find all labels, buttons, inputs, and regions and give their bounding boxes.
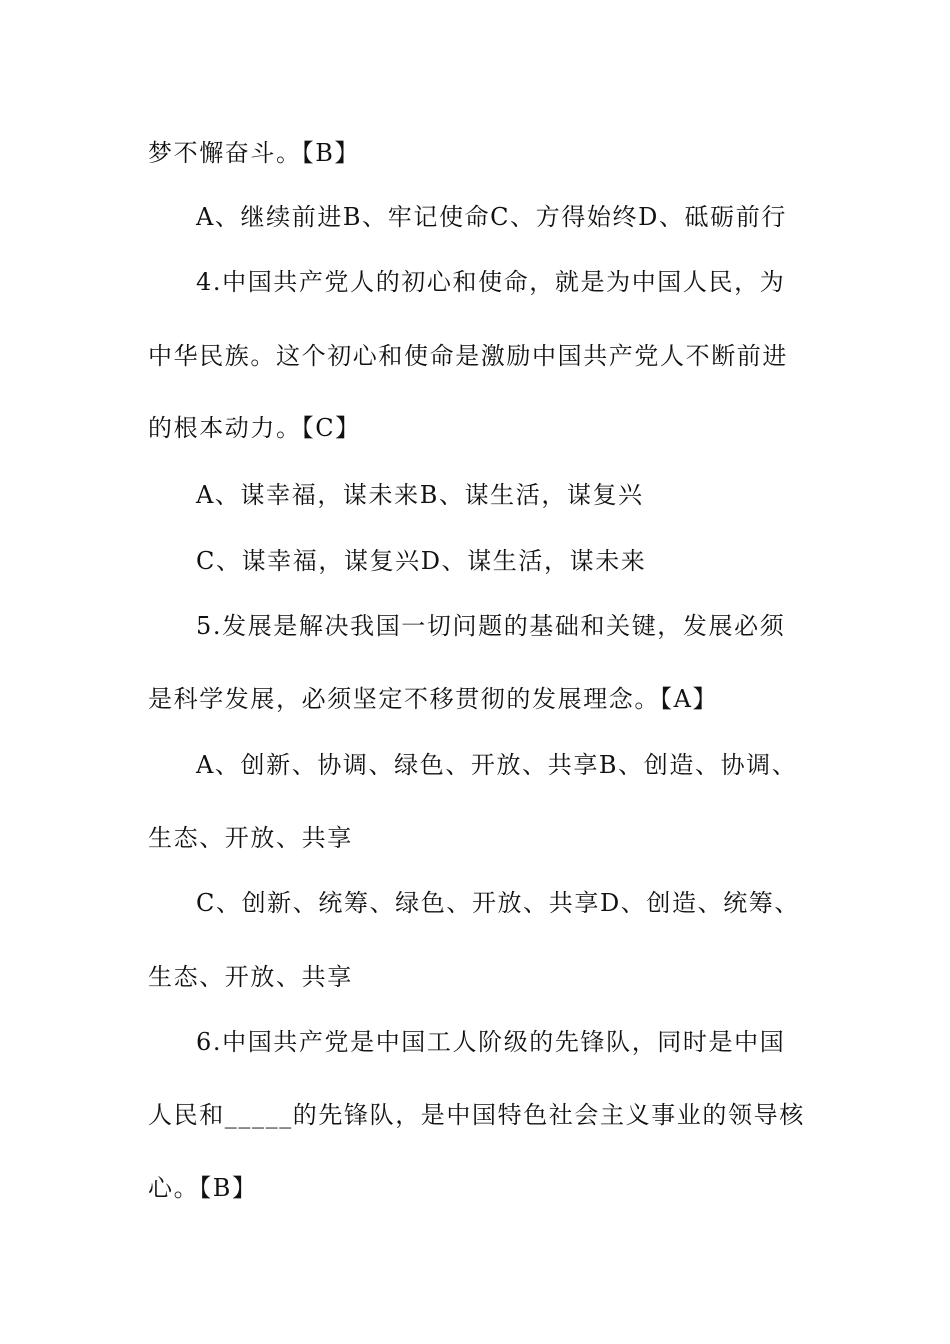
question-5-stem-line-1: 5.发展是解决我国一切问题的基础和关键，发展必须 xyxy=(196,612,786,640)
question-4-stem-line-2: 中华民族。这个初心和使命是激励中国共产党人不断前进 xyxy=(148,342,788,370)
question-6-stem-line-2: 人民和_____的先锋队，是中国特色社会主义事业的领导核 xyxy=(148,1101,805,1129)
question-5-options-ab-line-2: 生态、开放、共享 xyxy=(148,824,353,852)
question-5-options-cd-line-2: 生态、开放、共享 xyxy=(148,963,353,991)
question-5-options-ab-line-1: A、创新、协调、绿色、开放、共享B、创造、协调、 xyxy=(196,751,798,779)
question-3-options: A、继续前进B、牢记使命C、方得始终D、砥砺前行 xyxy=(196,203,787,231)
question-4-stem-line-3: 的根本动力。【C】 xyxy=(148,414,361,442)
question-3-continuation: 梦不懈奋斗。【B】 xyxy=(148,139,361,167)
question-6-stem-line-1: 6.中国共产党是中国工人阶级的先锋队，同时是中国 xyxy=(196,1028,786,1056)
question-4-options-ab: A、谋幸福，谋未来B、谋生活，谋复兴 xyxy=(196,481,644,509)
question-5-stem-line-2: 是科学发展，必须坚定不移贯彻的发展理念。【A】 xyxy=(148,685,719,713)
question-6-stem-line-3: 心。【B】 xyxy=(148,1174,258,1202)
question-4-stem-line-1: 4.中国共产党人的初心和使命，就是为中国人民，为 xyxy=(196,268,786,296)
question-4-options-cd: C、谋幸福，谋复兴D、谋生活，谋未来 xyxy=(196,547,647,575)
question-5-options-cd-line-1: C、创新、统筹、绿色、开放、共享D、创造、统筹、 xyxy=(196,889,801,917)
